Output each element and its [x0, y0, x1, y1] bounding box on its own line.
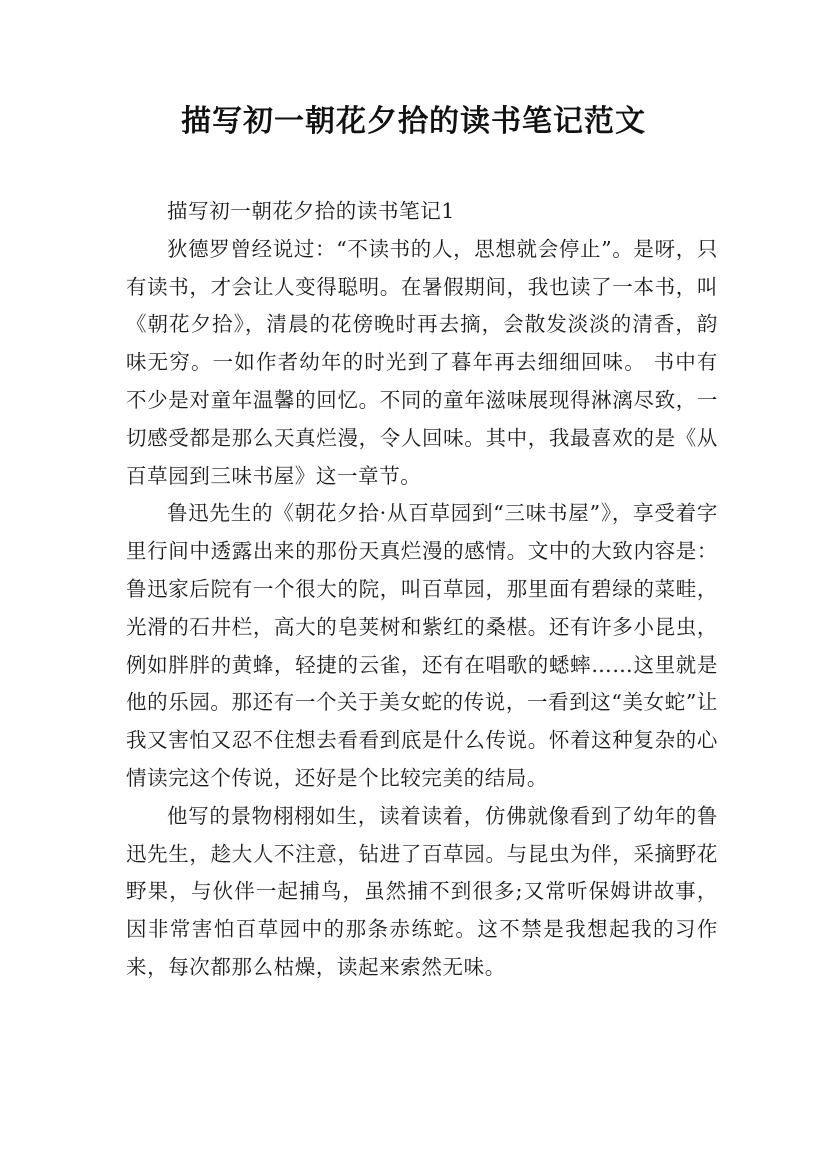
document-title: 描写初一朝花夕拾的读书笔记范文 [181, 104, 646, 139]
section-heading: 描写初一朝花夕拾的读书笔记1 [167, 199, 455, 223]
paragraph-3: 他写的景物栩栩如生，读着读着，仿佛就像看到了幼年的鲁迅先生，趁大人不注意，钻进了百草园。与昆虫为伴，采摘野花野果，与伙伴一起捕鸟，虽然捕不到很多;又常听保姆讲故事，因非常害怕百草园中的那条赤练蛇。这不禁是我想起我的习作来，每次都那么枯燥，读起来索然无味。 [126, 803, 718, 979]
document-body [126, 193, 718, 987]
paragraph-2: 鲁迅先生的《朝花夕拾·从百草园到“三味书屋”》，享受着字里行间中透露出来的那份天真烂漫的感情。文中的大致内容是：鲁迅家后院有一个很大的院，叫百草园，那里面有碧绿的菜畦，光滑的石井栏，高大的皂荚树和紫红的桑椹。还有许多小昆虫，例如胖胖的黄蜂，轻捷的云雀，还有在唱歌的蟋蟀……这里就是他的乐园。那还有一个关于美女蛇的传说，一看到这“美女蛇”让我又害怕又忍不住想去看看到底是什么传说。怀着这种复杂的心情读完这个传说，还好是个比较完美的结局。 [126, 501, 718, 790]
paragraph-1: 狄德罗曾经说过：“不读书的人，思想就会停止”。是呀，只有读书，才会让人变得聪明。在暑假期间，我也读了一本书，叫《朝花夕拾》，清晨的花傍晚时再去摘，会散发淡淡的清香，韵味无穷。一如作者幼年的时光到了暮年再去细细回味。 书中有不少是对童年温馨的回忆。不同的童年滋味展现得淋漓尽致，一切感受都是那么天真烂漫，令人回味。其中，我最喜欢的是《从百草园到三味书屋》这一章节。 [126, 236, 718, 488]
